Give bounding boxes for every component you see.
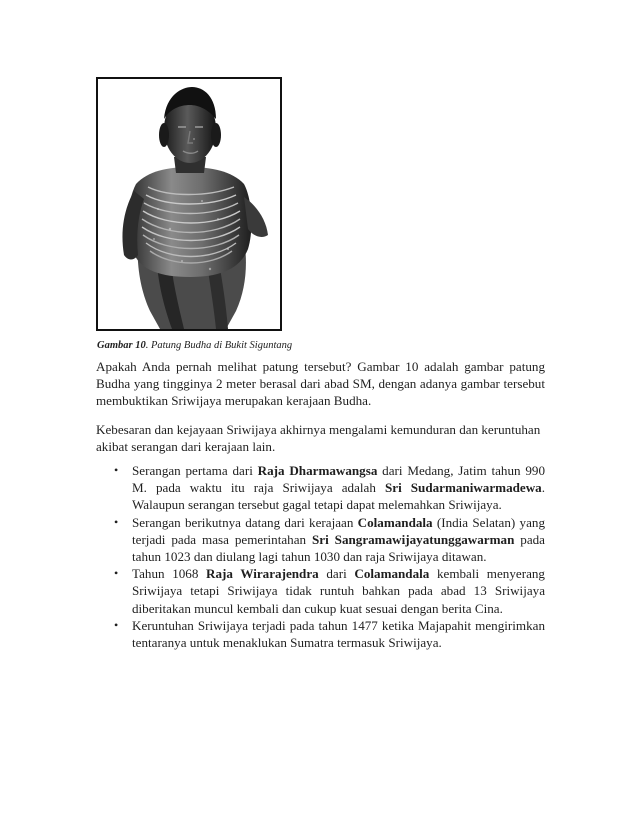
- paragraph-statue-description: Apakah Anda pernah melihat patung tersebut? Gambar 10 adalah gambar patung Budha yang tingginya 2 meter berasal dari abad SM, dengan adanya gambar tersebut membuktikan Sriwijaya merupakan kerajaan Budha.: [96, 359, 545, 409]
- list-item: [96, 565, 545, 617]
- item-text: dari: [318, 566, 355, 582]
- attack-history-list: [96, 462, 545, 651]
- item-text: Serangan berikutnya datang dari kerajaan: [132, 514, 358, 530]
- caption-label: Gambar 10: [97, 340, 146, 351]
- item-text: Keruntuhan Sriwijaya terjadi pada tahun 1477 ketika Majapahit mengirimkan tentaranya untuk menaklukan Sumatra termasuk Sriwijaya.: [132, 617, 545, 651]
- list-item: [96, 617, 545, 651]
- bullet-icon: •: [114, 463, 119, 477]
- caption-text: Patung Budha di Bukit Siguntang: [150, 340, 293, 351]
- item-text: Tahun 1068: [132, 566, 207, 582]
- paragraph-decline-intro: Kebesaran dan kejayaan Sriwijaya akhirnya mengalami kemunduran dan keruntuhan akibat serangan dari kerajaan lain.: [96, 422, 541, 455]
- item-text: pada tahun 1023 dan diulang lagi tahun 1030 dan raja Sriwijaya ditawan.: [132, 531, 545, 565]
- item-text: kembali menyerang Sriwijaya tetapi Sriwijaya tidak runtuh bahkan pada abad 13 Sriwijaya diberitakan muncul kembali dan cukup kuat sesuai dengan berita Cina.: [132, 566, 545, 616]
- item-bold-text: Sri Sudarmaniwarmadewa: [384, 480, 542, 496]
- item-bold-text: Colamandala: [357, 514, 433, 530]
- bullet-icon: •: [114, 617, 119, 632]
- item-text: . Walaupun serangan tersebut gagal tetapi dapat melemahkan Sriwijaya.: [132, 480, 546, 513]
- bullet-icon: •: [114, 514, 119, 529]
- item-text: dari Medang, Jatim tahun 990 M. pada waktu itu raja Sriwijaya adalah: [132, 463, 545, 496]
- item-bold-text: Raja Dharmawangsa: [257, 463, 378, 478]
- item-bold-text: Colamandala: [354, 566, 430, 582]
- item-text: Serangan pertama dari: [132, 463, 258, 478]
- item-text: (India Selatan) yang terjadi pada masa pemerintahan: [132, 514, 545, 547]
- item-bold-text: Raja Wirarajendra: [206, 566, 319, 582]
- list-item: [96, 462, 545, 514]
- statue-photo-frame: [96, 77, 282, 331]
- item-bold-text: Sri Sangramawijayatunggawarman: [312, 531, 515, 547]
- figure-caption: [97, 340, 292, 351]
- list-item: [96, 514, 545, 566]
- buddha-statue-image: [98, 79, 280, 329]
- bullet-icon: •: [114, 566, 119, 581]
- caption-separator: .: [145, 340, 151, 351]
